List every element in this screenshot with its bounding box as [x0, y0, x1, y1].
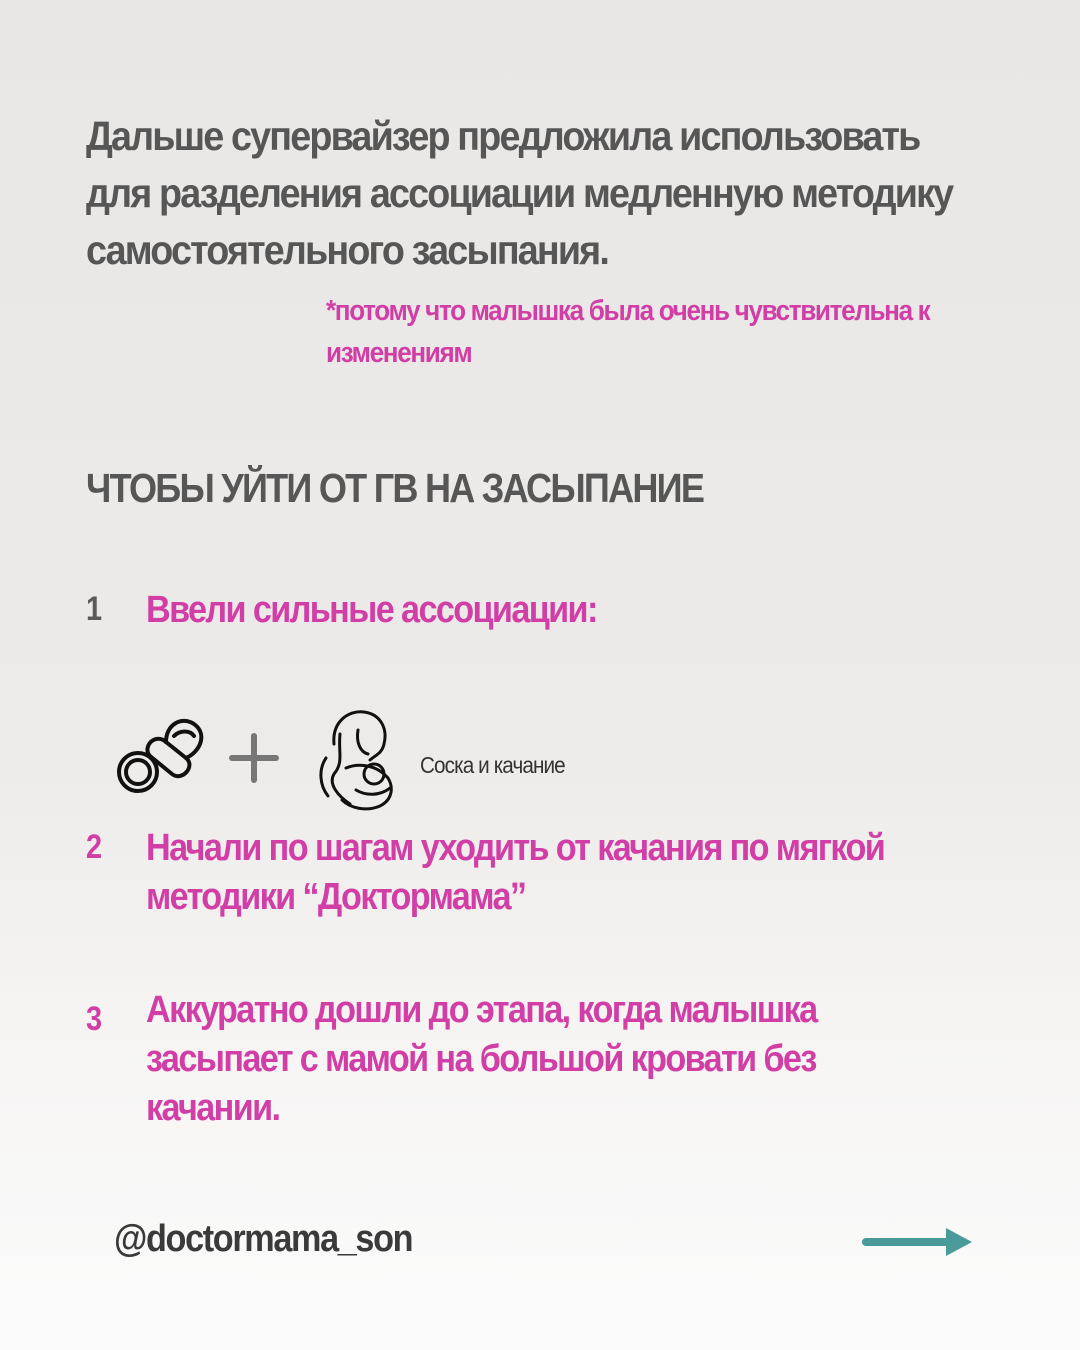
arrow-right-icon[interactable]	[862, 1224, 976, 1260]
account-handle[interactable]: @doctormama_son	[114, 1218, 413, 1260]
mother-with-baby-icon	[321, 712, 391, 809]
step-number-1: 1	[86, 590, 103, 628]
lead-paragraph: Дальше супервайзер предложила использовать для разделения ассоциации медленную методику самостоятельного засыпания.	[86, 113, 953, 273]
pacifier-icon	[119, 721, 201, 791]
step-text-2: Начали по шагам уходить от качания по мягкой методики “Доктормама”	[146, 827, 885, 918]
step-number-3: 3	[86, 1000, 103, 1038]
step-text-3: Аккуратно дошли до этапа, когда малышка засыпает с мамой на большой кровати без качании.	[146, 989, 817, 1129]
step-text-1: Ввели сильные ассоциации:	[146, 589, 597, 631]
plus-icon	[232, 736, 276, 780]
association-icons	[112, 704, 712, 814]
step-number-2: 2	[86, 828, 103, 866]
section-heading: ЧТОБЫ УЙТИ ОТ ГВ НА ЗАСЫПАНИЕ	[86, 465, 704, 511]
association-caption: Соска и качание	[420, 752, 565, 778]
footnote: *потому что малышка была очень чувствительна к изменениям	[326, 295, 930, 369]
